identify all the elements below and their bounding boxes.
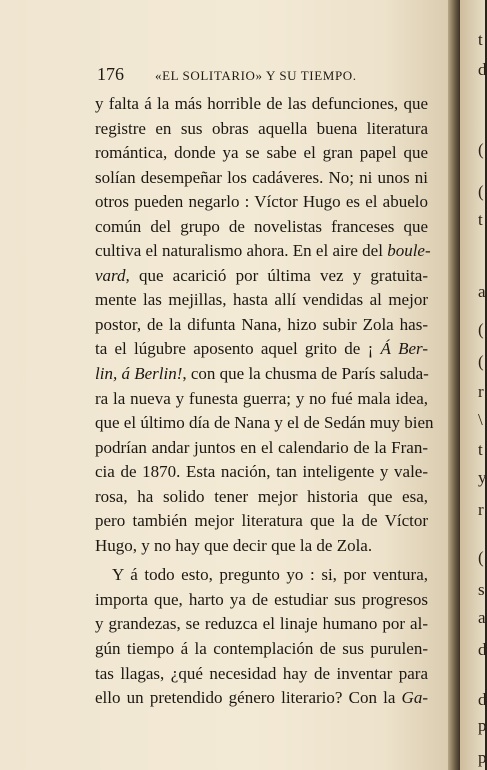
text-line: ello un pretendido género literario? Con la Ga- (95, 688, 428, 708)
facing-page-letter: a (478, 608, 486, 627)
italic-text: Á Ber- (380, 339, 428, 359)
facing-page-letter: d (478, 60, 487, 79)
facing-page-letter: d (478, 640, 487, 659)
facing-page-letter: ( (478, 182, 484, 201)
facing-page-letter: ( (478, 548, 484, 567)
italic-text: vard, (95, 265, 130, 285)
text-line: rosa, ha solido tener mejor historia que esa, (95, 486, 428, 506)
body-text (95, 92, 434, 711)
facing-page-letter: ( (478, 140, 484, 159)
text-line: importa que, harto ya de estudiar sus progresos (95, 589, 428, 609)
italic-text: Ga- (401, 688, 428, 708)
italic-text: boule- (387, 241, 431, 261)
text-line: cia de 1870. Esta nación, tan inteligente y vale- (95, 462, 428, 482)
text-line: tas llagas, ¿qué necesidad hay de inventar para (95, 663, 428, 683)
text-line: registre en sus obras aquella buena literatura (95, 118, 428, 138)
text-line: mente las mejillas, hasta allí vendidas al mejor (95, 290, 428, 310)
text-line: pero también mejor literatura que la de Víctor (95, 511, 428, 531)
facing-page-letter: t (478, 30, 483, 49)
text-line: Y á todo esto, pregunto yo : si, por ventura, (112, 565, 428, 585)
text-line: ta el lúgubre aposento aquel grito de ¡ Á Ber- (95, 339, 428, 359)
italic-text: lin, á Berlin! (95, 364, 183, 384)
facing-page-letter: s (478, 580, 485, 599)
page-number: 176 (97, 64, 124, 84)
text-line: gún tiempo á la contemplación de sus purulen- (95, 639, 428, 659)
facing-page-edge (460, 0, 485, 770)
facing-page-letter: t (478, 210, 483, 229)
text-line: que el último día de Nana y el de Sedán muy bien (95, 413, 434, 433)
facing-page-letter: p (478, 748, 487, 767)
facing-page-letter: d (478, 690, 487, 709)
facing-page-letter: a (478, 282, 486, 301)
facing-page-letter: ( (478, 352, 484, 371)
text-line: cultiva el naturalismo ahora. En el aire del boule- (95, 241, 431, 261)
running-head (97, 64, 427, 88)
text-line: y falta á la más horrible de las defunciones, que (95, 94, 428, 113)
text-line: vard, que acarició por última vez y gratuita- (95, 265, 428, 285)
text-line: Hugo, y no hay que decir que la de Zola. (95, 535, 373, 555)
text-line: ra la nueva y funesta guerra; y no fué mala idea, (95, 388, 428, 408)
text-line: lin, á Berlin!, con que la chusma de París saluda- (95, 364, 429, 384)
text-line: y grandezas, se reduzca el linaje humano por al- (95, 614, 428, 634)
facing-page-letter: r (478, 500, 484, 519)
facing-page-letter: r (478, 382, 484, 401)
text-line: romántica, donde ya se sabe el gran papel que (95, 143, 428, 163)
facing-page-letter: y (478, 468, 487, 487)
text-line: postor, de la difunta Nana, hizo subir Zola has- (95, 314, 428, 334)
text-line: otros pueden negarlo : Víctor Hugo es el abuelo (95, 192, 428, 212)
running-title: «EL SOLITARIO» Y SU TIEMPO. (155, 68, 357, 83)
book-gutter (448, 0, 460, 770)
facing-page-letter: t (478, 440, 483, 459)
text-line: podrían andar juntos en el calendario de la Fran- (95, 437, 428, 457)
facing-page-letter: p (478, 716, 487, 735)
facing-page-letter: ( (478, 320, 484, 339)
facing-page-letter: \ (478, 410, 483, 429)
text-line: común del grupo de novelistas franceses que (95, 216, 428, 236)
text-line: solían desempeñar los cadáveres. No; ni unos ni (95, 167, 428, 187)
